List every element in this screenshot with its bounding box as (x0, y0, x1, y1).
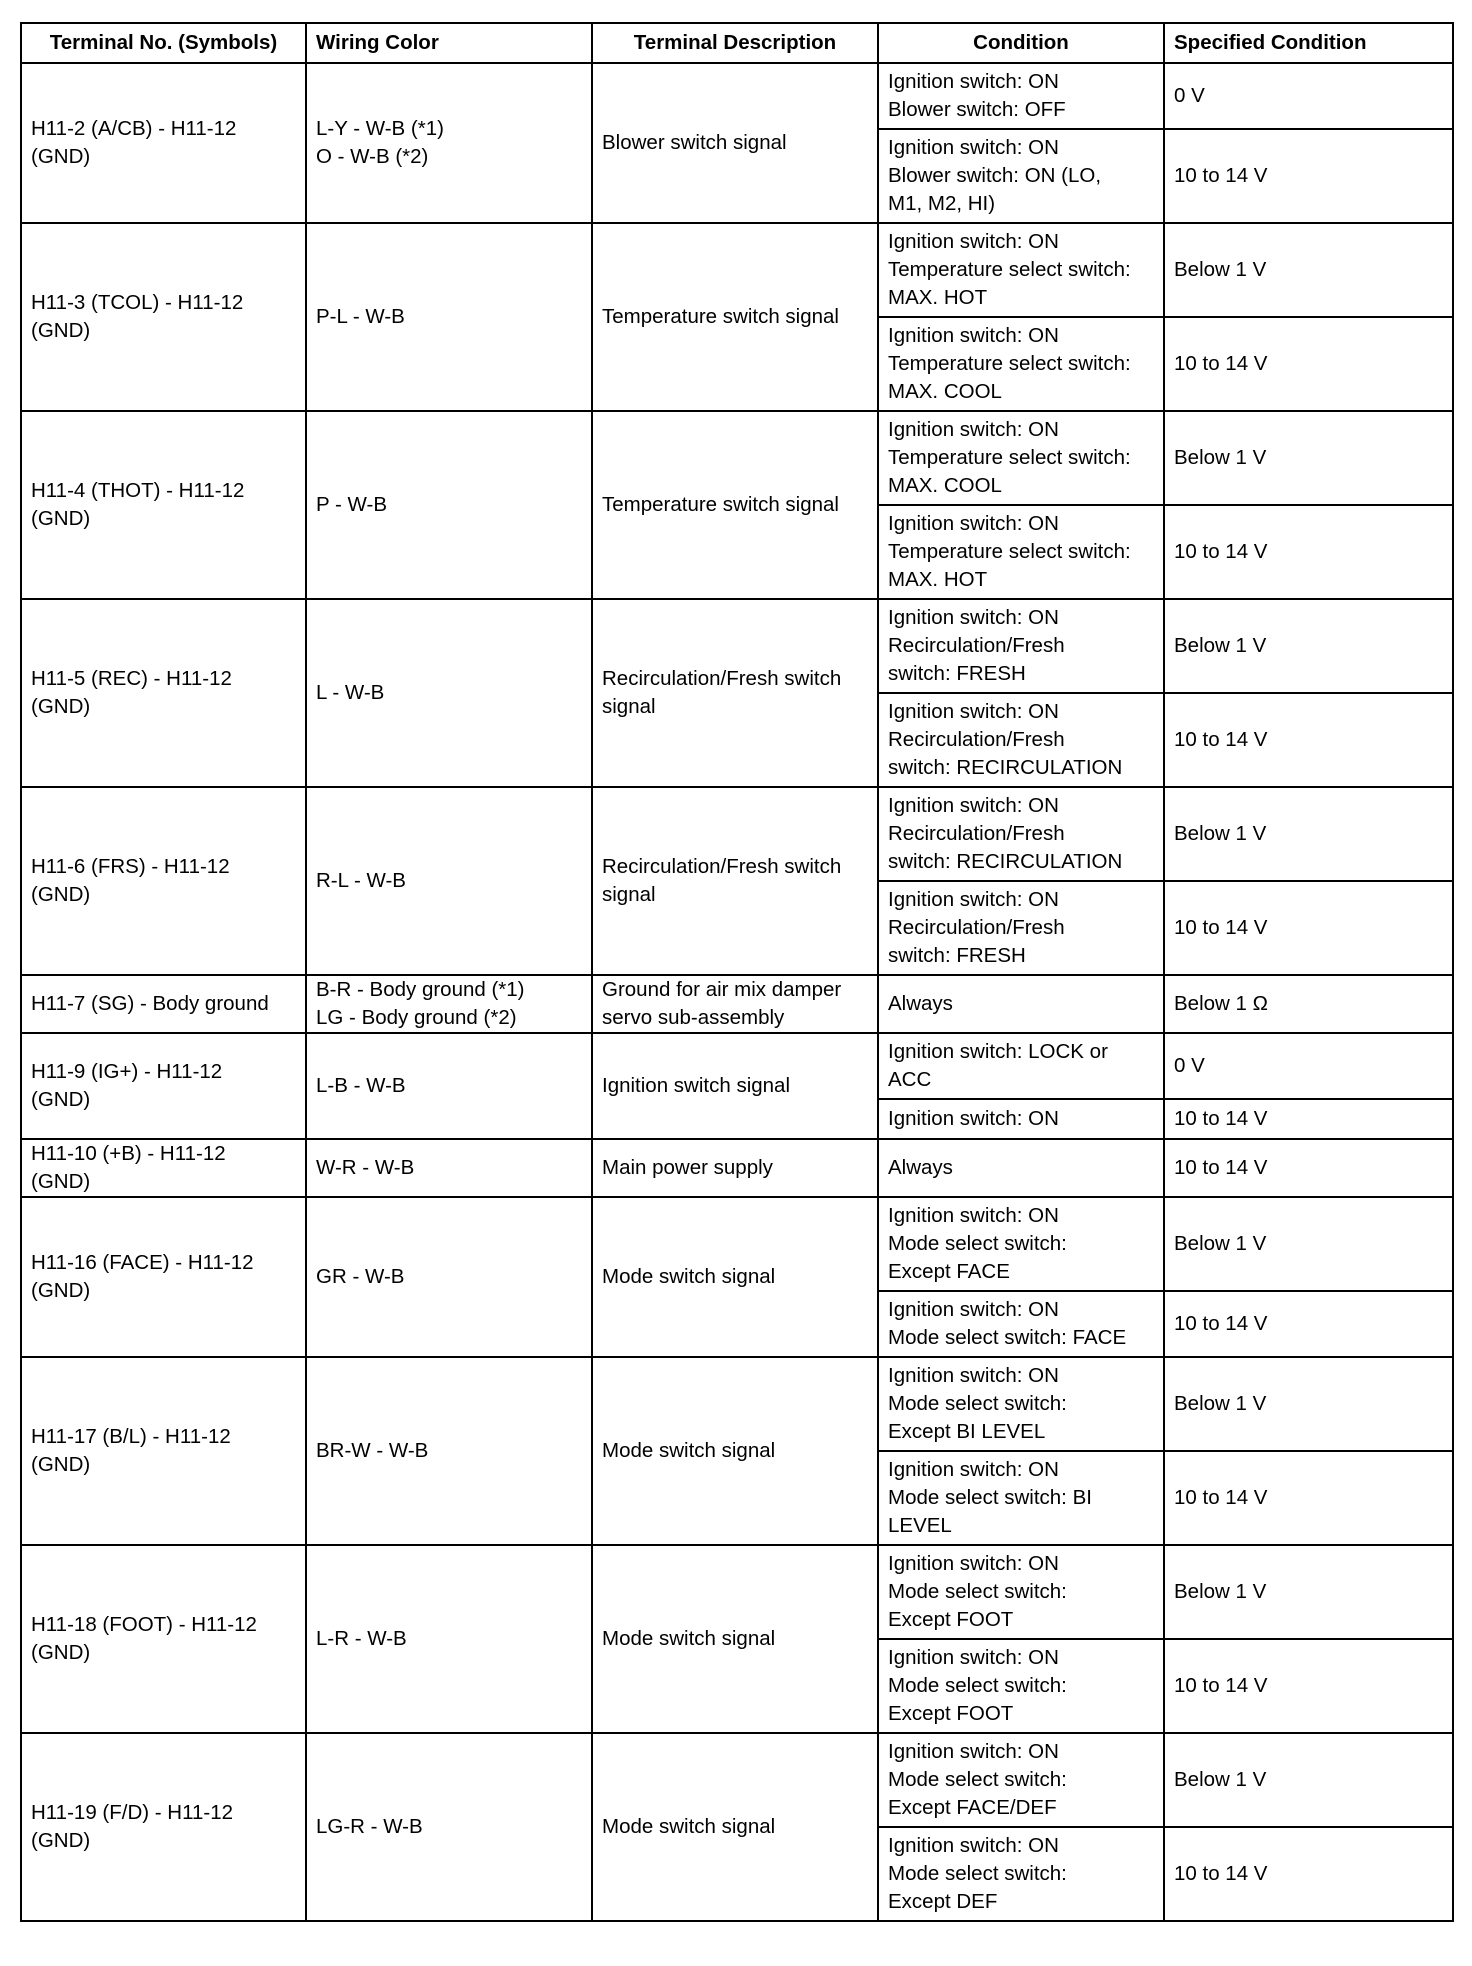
wiring-color-text: L-R - W-B (316, 1627, 407, 1650)
condition-text: Ignition switch: ON (888, 1107, 1059, 1130)
specified-condition-cell: Below 1 V (1164, 411, 1453, 505)
condition-text: Ignition switch: ON (888, 700, 1059, 723)
condition-text: switch: RECIRCULATION (888, 850, 1123, 873)
condition-text: Mode select switch: (888, 1674, 1067, 1697)
condition-text: Mode select switch: (888, 1232, 1067, 1255)
condition-text: Except BI LEVEL (888, 1420, 1046, 1443)
condition-text: Ignition switch: ON (888, 1552, 1059, 1575)
wiring-color-text: O - W-B (*2) (316, 145, 429, 168)
wiring-color-cell (306, 1033, 592, 1139)
specified-condition-cell: Below 1 V (1164, 1357, 1453, 1451)
condition-text: Blower switch: OFF (888, 98, 1066, 121)
terminal-description-cell (592, 1033, 878, 1139)
condition-cell (878, 411, 1164, 505)
specified-condition-cell: 10 to 14 V (1164, 505, 1453, 599)
condition-text: Ignition switch: ON (888, 418, 1059, 441)
condition-text: Mode select switch: (888, 1392, 1067, 1415)
condition-text: Temperature select switch: (888, 446, 1131, 469)
table-body (21, 63, 1453, 1921)
terminal-text: H11-19 (F/D) - H11-12 (31, 1801, 234, 1824)
condition-text: Recirculation/Fresh (888, 728, 1065, 751)
terminal-text: (GND) (31, 1641, 91, 1664)
specified-condition-cell: 10 to 14 V (1164, 1291, 1453, 1357)
condition-cell (878, 63, 1164, 129)
terminal-text: H11-5 (REC) - H11-12 (31, 667, 232, 690)
condition-cell (878, 881, 1164, 975)
condition-cell (878, 1033, 1164, 1099)
terminal-text: H11-10 (+B) - H11-12 (31, 1142, 226, 1165)
specified-condition-cell: Below 1 V (1164, 599, 1453, 693)
condition-text: Recirculation/Fresh (888, 916, 1065, 939)
terminal-text: (GND) (31, 695, 91, 718)
condition-text: Ignition switch: ON (888, 1646, 1059, 1669)
table-row (21, 1545, 1453, 1639)
terminal-cell (21, 1357, 306, 1545)
terminal-text: H11-3 (TCOL) - H11-12 (31, 291, 244, 314)
condition-text: MAX. HOT (888, 286, 988, 309)
condition-text: Always (888, 1156, 953, 1179)
specified-condition-cell: 10 to 14 V (1164, 317, 1453, 411)
terminal-cell (21, 1733, 306, 1921)
description-text: Temperature switch signal (602, 493, 839, 516)
table-header (21, 23, 1453, 63)
terminal-cell (21, 599, 306, 787)
terminal-cell (21, 1033, 306, 1139)
terminal-description-cell (592, 411, 878, 599)
description-text: Mode switch signal (602, 1815, 776, 1838)
condition-text: Ignition switch: ON (888, 136, 1059, 159)
wiring-color-cell (306, 223, 592, 411)
description-text: Main power supply (602, 1156, 773, 1179)
terminal-text: H11-4 (THOT) - H11-12 (31, 479, 245, 502)
specified-condition-cell: 10 to 14 V (1164, 1099, 1453, 1139)
terminal-cell (21, 975, 306, 1033)
condition-text: MAX. COOL (888, 380, 1002, 403)
terminal-text: (GND) (31, 883, 91, 906)
table-row (21, 975, 1453, 1033)
description-text: signal (602, 695, 656, 718)
header-row (21, 23, 1453, 63)
description-text: Temperature switch signal (602, 305, 839, 328)
condition-cell (878, 599, 1164, 693)
condition-text: switch: RECIRCULATION (888, 756, 1123, 779)
specified-condition-cell: Below 1 V (1164, 1197, 1453, 1291)
terminal-text: H11-2 (A/CB) - H11-12 (31, 117, 237, 140)
condition-text: Mode select switch: (888, 1862, 1067, 1885)
condition-text: Always (888, 992, 953, 1015)
wiring-color-cell (306, 975, 592, 1033)
condition-cell (878, 129, 1164, 223)
terminal-description-cell (592, 1733, 878, 1921)
terminal-text: (GND) (31, 1279, 91, 1302)
terminal-cell (21, 223, 306, 411)
wiring-color-cell (306, 63, 592, 223)
wiring-color-text: W-R - W-B (316, 1156, 415, 1179)
condition-cell (878, 1357, 1164, 1451)
wiring-color-cell (306, 1733, 592, 1921)
wiring-color-text: LG-R - W-B (316, 1815, 423, 1838)
condition-text: MAX. COOL (888, 474, 1002, 497)
description-text: Recirculation/Fresh switch (602, 667, 842, 690)
table-row (21, 1033, 1453, 1099)
terminal-cell (21, 1545, 306, 1733)
terminal-text: (GND) (31, 1170, 91, 1193)
description-text: signal (602, 883, 656, 906)
condition-text: Ignition switch: ON (888, 1834, 1059, 1857)
condition-text: Ignition switch: ON (888, 1298, 1059, 1321)
header-terminal-no: Terminal No. (Symbols) (21, 23, 306, 63)
condition-text: Mode select switch: (888, 1580, 1067, 1603)
table-row (21, 1733, 1453, 1827)
condition-text: Ignition switch: LOCK or (888, 1040, 1108, 1063)
description-text: Mode switch signal (602, 1439, 776, 1462)
wiring-color-cell (306, 1545, 592, 1733)
specified-condition-cell: Below 1 V (1164, 787, 1453, 881)
table-row (21, 1139, 1453, 1197)
wiring-color-text: L-B - W-B (316, 1074, 406, 1097)
condition-text: LEVEL (888, 1514, 952, 1537)
header-terminal-description: Terminal Description (592, 23, 878, 63)
condition-text: Temperature select switch: (888, 352, 1131, 375)
wiring-color-text: L-Y - W-B (*1) (316, 117, 444, 140)
terminal-text: (GND) (31, 319, 91, 342)
condition-text: Ignition switch: ON (888, 888, 1059, 911)
condition-text: Ignition switch: ON (888, 794, 1059, 817)
specified-condition-cell: Below 1 V (1164, 1733, 1453, 1827)
condition-cell (878, 505, 1164, 599)
table-row (21, 63, 1453, 129)
condition-cell (878, 693, 1164, 787)
condition-text: Mode select switch: BI (888, 1486, 1092, 1509)
terminal-description-cell (592, 975, 878, 1033)
table-row (21, 787, 1453, 881)
condition-text: Ignition switch: ON (888, 1458, 1059, 1481)
specified-condition-cell: 0 V (1164, 1033, 1453, 1099)
condition-text: Except DEF (888, 1890, 998, 1913)
condition-text: Blower switch: ON (LO, (888, 164, 1102, 187)
condition-cell (878, 223, 1164, 317)
specified-condition-cell: 10 to 14 V (1164, 881, 1453, 975)
specified-condition-cell: 10 to 14 V (1164, 1451, 1453, 1545)
description-text: Mode switch signal (602, 1627, 776, 1650)
condition-cell (878, 1733, 1164, 1827)
header-wiring-color: Wiring Color (306, 23, 592, 63)
condition-text: Ignition switch: ON (888, 1204, 1059, 1227)
condition-text: Recirculation/Fresh (888, 634, 1065, 657)
condition-cell (878, 1197, 1164, 1291)
description-text: Mode switch signal (602, 1265, 776, 1288)
terminal-cell (21, 63, 306, 223)
wiring-color-text: B-R - Body ground (*1) (316, 978, 525, 1001)
wiring-color-cell (306, 411, 592, 599)
description-text: Ground for air mix damper (602, 978, 842, 1001)
wiring-color-text: R-L - W-B (316, 869, 406, 892)
condition-cell (878, 1291, 1164, 1357)
table-row (21, 1197, 1453, 1291)
condition-text: Except FACE/DEF (888, 1796, 1057, 1819)
specified-condition-cell: Below 1 Ω (1164, 975, 1453, 1033)
condition-text: M1, M2, HI) (888, 192, 996, 215)
terminal-cell (21, 1197, 306, 1357)
wiring-color-text: GR - W-B (316, 1265, 405, 1288)
terminal-description-cell (592, 63, 878, 223)
terminal-table (20, 22, 1454, 1922)
condition-text: switch: FRESH (888, 944, 1026, 967)
terminal-cell (21, 1139, 306, 1197)
wiring-color-text: LG - Body ground (*2) (316, 1006, 517, 1029)
wiring-color-text: BR-W - W-B (316, 1439, 429, 1462)
condition-text: Ignition switch: ON (888, 70, 1059, 93)
terminal-cell (21, 411, 306, 599)
condition-cell (878, 1545, 1164, 1639)
condition-text: Recirculation/Fresh (888, 822, 1065, 845)
wiring-color-text: P - W-B (316, 493, 387, 516)
description-text: servo sub-assembly (602, 1006, 785, 1029)
terminal-text: H11-9 (IG+) - H11-12 (31, 1060, 223, 1083)
table-row (21, 411, 1453, 505)
condition-text: Ignition switch: ON (888, 606, 1059, 629)
terminal-cell (21, 787, 306, 975)
condition-text: Temperature select switch: (888, 258, 1131, 281)
terminal-text: H11-16 (FACE) - H11-12 (31, 1251, 254, 1274)
terminal-text: H11-17 (B/L) - H11-12 (31, 1425, 231, 1448)
terminal-description-cell (592, 1197, 878, 1357)
condition-text: Mode select switch: FACE (888, 1326, 1127, 1349)
condition-cell (878, 975, 1164, 1033)
wiring-color-cell (306, 1357, 592, 1545)
specified-condition-cell: 10 to 14 V (1164, 693, 1453, 787)
specified-condition-cell: 10 to 14 V (1164, 1827, 1453, 1921)
condition-cell (878, 787, 1164, 881)
wiring-color-text: L - W-B (316, 681, 385, 704)
condition-text: Ignition switch: ON (888, 1364, 1059, 1387)
condition-text: Except FOOT (888, 1608, 1014, 1631)
table-row (21, 599, 1453, 693)
wiring-color-text: P-L - W-B (316, 305, 405, 328)
description-text: Recirculation/Fresh switch (602, 855, 842, 878)
condition-text: switch: FRESH (888, 662, 1026, 685)
terminal-text: H11-6 (FRS) - H11-12 (31, 855, 230, 878)
terminal-text: (GND) (31, 145, 91, 168)
condition-text: Ignition switch: ON (888, 512, 1059, 535)
terminal-description-cell (592, 1357, 878, 1545)
specified-condition-cell: 10 to 14 V (1164, 1639, 1453, 1733)
terminal-text: H11-7 (SG) - Body ground (31, 992, 269, 1015)
condition-cell (878, 1639, 1164, 1733)
condition-text: Except FACE (888, 1260, 1010, 1283)
specified-condition-cell: Below 1 V (1164, 1545, 1453, 1639)
terminal-description-cell (592, 223, 878, 411)
terminal-description-cell (592, 1139, 878, 1197)
wiring-color-cell (306, 787, 592, 975)
condition-text: Ignition switch: ON (888, 1740, 1059, 1763)
terminal-description-cell (592, 1545, 878, 1733)
specified-condition-cell: 0 V (1164, 63, 1453, 129)
condition-cell (878, 1827, 1164, 1921)
wiring-color-cell (306, 1197, 592, 1357)
condition-cell (878, 1099, 1164, 1139)
wiring-color-cell (306, 1139, 592, 1197)
condition-text: Temperature select switch: (888, 540, 1131, 563)
condition-text: Ignition switch: ON (888, 230, 1059, 253)
table-row (21, 223, 1453, 317)
description-text: Blower switch signal (602, 131, 787, 154)
condition-text: MAX. HOT (888, 568, 988, 591)
condition-text: Ignition switch: ON (888, 324, 1059, 347)
condition-cell (878, 317, 1164, 411)
terminal-text: (GND) (31, 1453, 91, 1476)
terminal-text: (GND) (31, 1088, 91, 1111)
wiring-color-cell (306, 599, 592, 787)
terminal-description-cell (592, 599, 878, 787)
terminal-text: (GND) (31, 507, 91, 530)
description-text: Ignition switch signal (602, 1074, 791, 1097)
terminal-text: H11-18 (FOOT) - H11-12 (31, 1613, 257, 1636)
condition-text: Except FOOT (888, 1702, 1014, 1725)
condition-cell (878, 1139, 1164, 1197)
header-condition: Condition (878, 23, 1164, 63)
specified-condition-cell: 10 to 14 V (1164, 1139, 1453, 1197)
condition-cell (878, 1451, 1164, 1545)
table-row (21, 1357, 1453, 1451)
specified-condition-cell: Below 1 V (1164, 223, 1453, 317)
terminal-text: (GND) (31, 1829, 91, 1852)
condition-text: Mode select switch: (888, 1768, 1067, 1791)
condition-text: ACC (888, 1068, 932, 1091)
header-specified-condition: Specified Condition (1164, 23, 1453, 63)
terminal-description-cell (592, 787, 878, 975)
specified-condition-cell: 10 to 14 V (1164, 129, 1453, 223)
